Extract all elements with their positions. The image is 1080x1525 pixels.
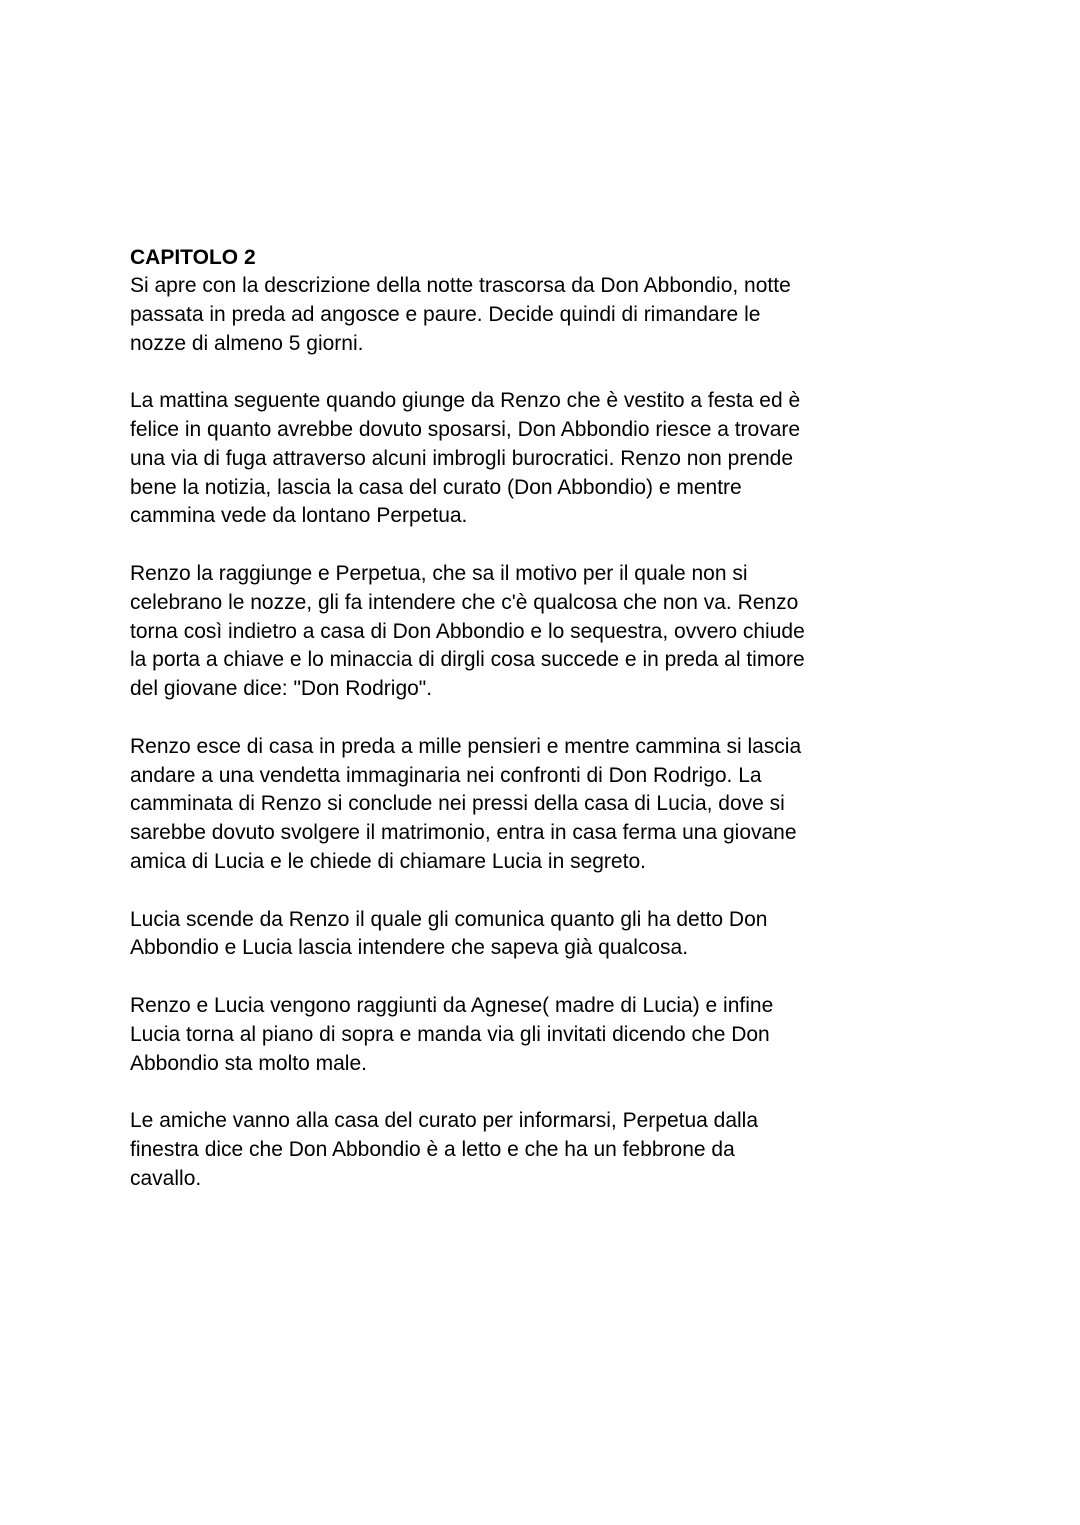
paragraph-line: amica di Lucia e le chiede di chiamare Lucia in segreto. <box>130 849 646 873</box>
paragraph-line: Le amiche vanno alla casa del curato per informarsi, Perpetua dalla <box>130 1109 759 1133</box>
paragraph-line: Abbondio sta molto male. <box>130 1051 367 1075</box>
paragraph-2 <box>130 387 850 531</box>
paragraph-line: la porta a chiave e lo minaccia di dirgli cosa succede e in preda al timore <box>130 648 805 672</box>
paragraph-line: torna così indietro a casa di Don Abbondio e lo sequestra, ovvero chiude <box>130 619 805 643</box>
paragraph-7 <box>130 1107 850 1193</box>
paragraph-line: andare a una vendetta immaginaria nei confronti di Don Rodrigo. La <box>130 763 762 787</box>
paragraph-3 <box>130 560 850 704</box>
paragraph-line: Lucia torna al piano di sopra e manda via gli invitati dicendo che Don <box>130 1022 770 1046</box>
paragraph-line: Renzo esce di casa in preda a mille pensieri e mentre cammina si lascia <box>130 734 802 758</box>
paragraph-line: cammina vede da lontano Perpetua. <box>130 504 468 528</box>
paragraph-line: passata in preda ad angosce e paure. Decide quindi di rimandare le <box>130 302 761 326</box>
paragraph-line: felice in quanto avrebbe dovuto sposarsi, Don Abbondio riesce a trovare <box>130 417 801 441</box>
paragraph-1 <box>130 272 850 358</box>
paragraph-line: finestra dice che Don Abbondio è a letto e che ha un febbrone da <box>130 1137 735 1161</box>
paragraph-line: La mattina seguente quando giunge da Renzo che è vestito a festa ed è <box>130 389 801 413</box>
paragraph-line: sarebbe dovuto svolgere il matrimonio, entra in casa ferma una giovane <box>130 821 797 845</box>
paragraph-line: una via di fuga attraverso alcuni imbrogli burocratici. Renzo non prende <box>130 446 794 470</box>
paragraph-line: nozze di almeno 5 giorni. <box>130 331 364 355</box>
paragraph-line: del giovane dice: "Don Rodrigo". <box>130 677 433 701</box>
paragraph-line: Renzo la raggiunge e Perpetua, che sa il motivo per il quale non si <box>130 561 748 585</box>
document-page <box>130 243 850 1222</box>
paragraph-line: Lucia scende da Renzo il quale gli comunica quanto gli ha detto Don <box>130 907 768 931</box>
paragraph-line: bene la notizia, lascia la casa del curato (Don Abbondio) e mentre <box>130 475 742 499</box>
paragraph-4 <box>130 733 850 877</box>
paragraph-line: camminata di Renzo si conclude nei pressi della casa di Lucia, dove si <box>130 792 785 816</box>
paragraph-line: Si apre con la descrizione della notte trascorsa da Don Abbondio, notte <box>130 274 791 297</box>
paragraph-line: celebrano le nozze, gli fa intendere che c'è qualcosa che non va. Renzo <box>130 590 799 614</box>
paragraph-line: cavallo. <box>130 1166 202 1190</box>
paragraph-line: Renzo e Lucia vengono raggiunti da Agnese( madre di Lucia) e infine <box>130 993 774 1017</box>
paragraph-6 <box>130 992 850 1078</box>
paragraph-5 <box>130 906 850 964</box>
paragraph-line: Abbondio e Lucia lascia intendere che sapeva già qualcosa. <box>130 936 689 960</box>
chapter-title: CAPITOLO 2 <box>130 246 256 269</box>
